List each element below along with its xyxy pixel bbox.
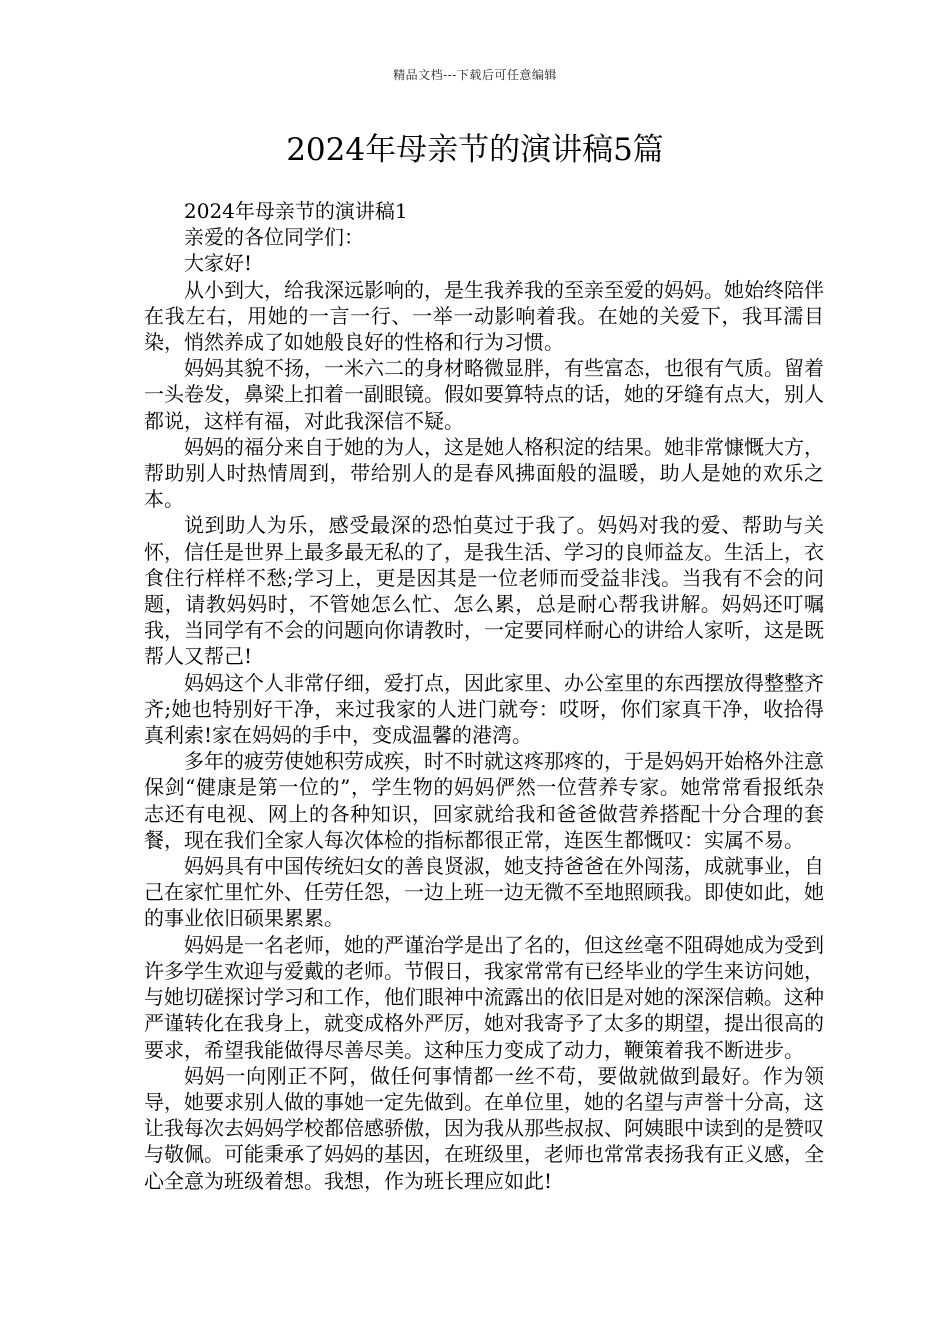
paragraph: 从小到大，给我深远影响的，是生我养我的至亲至爱的妈妈。她始终陪伴在我左右，用她的一言一行、一举一动影响着我。在她的关爱下，我耳濡目染，悄然养成了如她般良好的性格和行为习惯。 (144, 277, 824, 355)
salutation: 亲爱的各位同学们： (184, 225, 364, 250)
document-title: 2024年母亲节的演讲稿5篇 (286, 132, 664, 168)
paragraph: 妈妈这个人非常仔细，爱打点，因此家里、办公室里的东西摆放得整整齐齐;她也特别好干净，来过我家的人进门就夸：哎呀，你们家真干净，收拾得真利索!家在妈妈的手中，变成温馨的港湾。 (144, 670, 824, 748)
paragraph: 妈妈是一名老师，她的严谨治学是出了名的，但这丝毫不阻碍她成为受到许多学生欢迎与爱戴的老师。节假日，我家常常有已经毕业的学生来访问她，与她切磋探讨学习和工作，他们眼神中流露出的依旧是对她的深深信赖。这种严谨转化在我身上，就变成格外严厉，她对我寄予了太多的期望，提出很高的要求，希望我能做得尽善尽美。这种压力变成了动力，鞭策着我不断进步。 (144, 932, 824, 1062)
paragraph: 妈妈的福分来自于她的为人，这是她人格积淀的结果。她非常慷慨大方，帮助别人时热情周到，带给别人的是春风拂面般的温暖，助人是她的欢乐之本。 (144, 434, 824, 512)
paragraph: 妈妈具有中国传统妇女的善良贤淑，她支持爸爸在外闯荡，成就事业，自己在家忙里忙外、任劳任怨，一边上班一边无微不至地照顾我。即使如此，她的事业依旧硕果累累。 (144, 854, 824, 931)
greeting: 大家好! (184, 251, 253, 276)
paragraph: 多年的疲劳使她积劳成疾，时不时就这疼那疼的，于是妈妈开始格外注意保剑“健康是第一位的”，学生物的妈妈俨然一位营养专家。她常常看报纸杂志还有电视、网上的各种知识，回家就给我和爸爸做营养搭配十分合理的套餐，现在我们全家人每次体检的指标都很正常，连医生都慨叹：实属不易。 (144, 749, 824, 852)
header-note: 精品文档---下载后可任意编辑 (393, 68, 557, 82)
paragraph: 妈妈其貌不扬，一米六二的身材略微显胖，有些富态，也很有气质。留着一头卷发，鼻梁上扣着一副眼镜。假如要算特点的话，她的牙缝有点大，别人都说，这样有福，对此我深信不疑。 (144, 356, 824, 433)
paragraph: 妈妈一向刚正不阿，做任何事情都一丝不苟，要做就做到最好。作为领导，她要求别人做的事她一定先做到。在单位里，她的名望与声誉十分高，这让我每次去妈妈学校都倍感骄傲，因为我从那些叔叔、阿姨眼中读到的是赞叹与敬佩。可能秉承了妈妈的基因，在班级里，老师也常常表扬我有正义感，全心全意为班级着想。我想，作为班长理应如此! (144, 1063, 824, 1193)
paragraph: 说到助人为乐，感受最深的恐怕莫过于我了。妈妈对我的爱、帮助与关怀，信任是世界上最多最无私的了，是我生活、学习的良师益友。生活上，衣食住行样样不愁;学习上，更是因其是一位老师而受益非浅。当我有不会的问题，请教妈妈时，不管她怎么忙、怎么累，总是耐心帮我讲解。妈妈还叮嘱我，当同学有不会的问题向你请教时，一定要同样耐心的讲给人家听，这是既帮人又帮己! (144, 513, 824, 669)
document-body (144, 198, 824, 1194)
speech-subtitle: 2024年母亲节的演讲稿1 (184, 199, 408, 223)
